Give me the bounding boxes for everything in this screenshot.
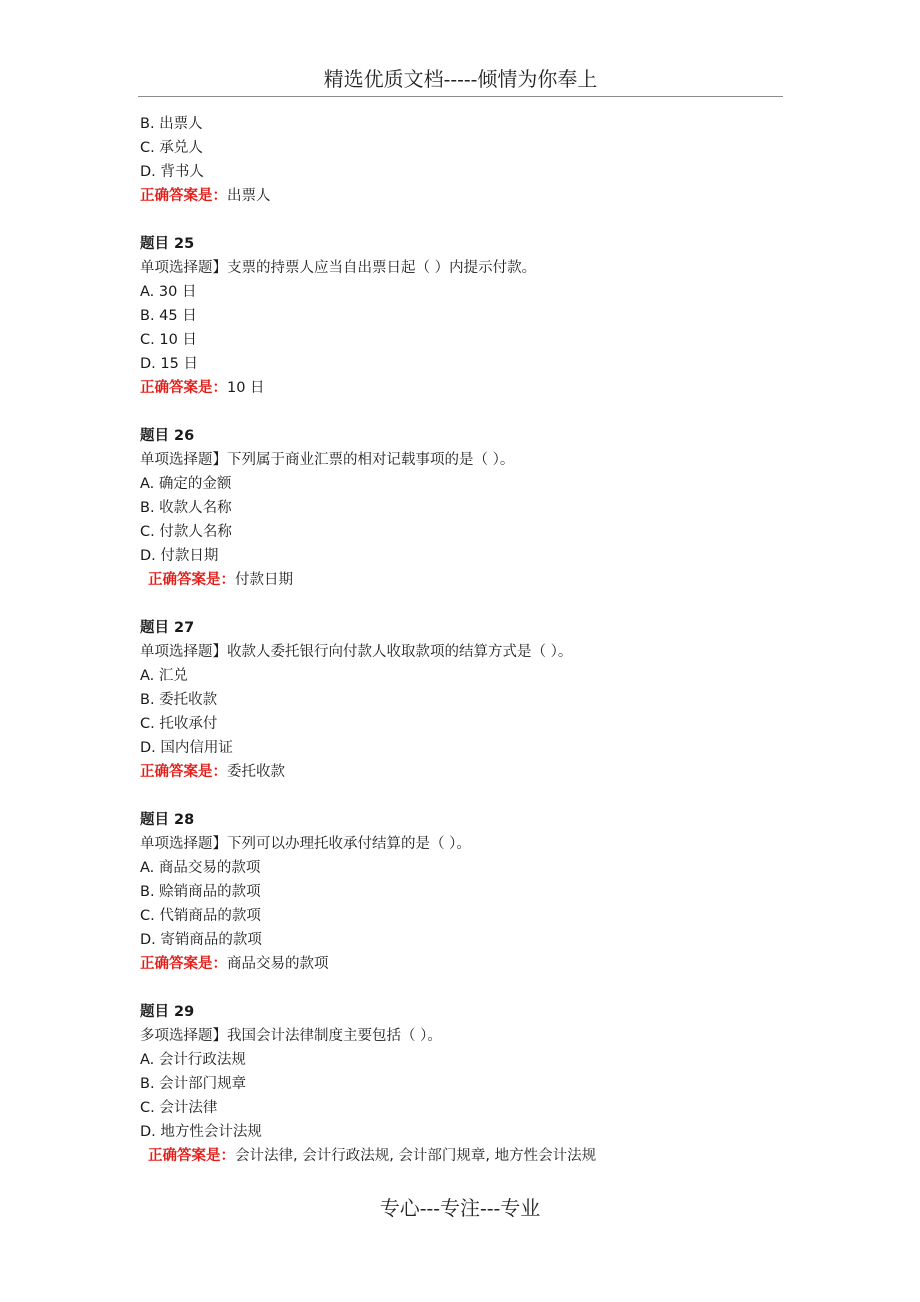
option-b: B. 赊销商品的款项: [140, 884, 261, 900]
answer-line: [140, 1144, 800, 1168]
answer-label: 正确答案是：: [140, 380, 227, 396]
question-title: 题目 25: [140, 236, 195, 252]
answer-line: [140, 952, 800, 976]
answer-line: [140, 376, 800, 400]
answer-label: 正确答案是：: [140, 956, 227, 972]
question-title: 题目 27: [140, 620, 195, 636]
question-stem: 单项选择题】支票的持票人应当自出票日起（ ）内提示付款。: [140, 260, 537, 276]
option-a: A. 会计行政法规: [140, 1052, 246, 1068]
question-block-29: [140, 1000, 800, 1168]
answer-value: 会计法律, 会计行政法规, 会计部门规章, 地方性会计法规: [235, 1148, 597, 1164]
answer-value: 委托收款: [227, 764, 285, 780]
question-block-24: [140, 112, 800, 208]
option-d: D. 15 日: [140, 356, 198, 372]
answer-label: 正确答案是：: [140, 188, 227, 204]
option-c: C. 代销商品的款项: [140, 908, 261, 924]
option-d: D. 背书人: [140, 164, 204, 180]
answer-line: [140, 184, 800, 208]
question-title: 题目 26: [140, 428, 195, 444]
answer-line: [140, 568, 800, 592]
question-stem: 单项选择题】下列可以办理托收承付结算的是（ ）。: [140, 836, 471, 852]
header-text: 精选优质文档-----倾情为你奉上: [323, 67, 598, 91]
answer-value: 10 日: [227, 380, 265, 396]
question-title: 题目 28: [140, 812, 195, 828]
option-a: A. 30 日: [140, 284, 197, 300]
option-d: D. 国内信用证: [140, 740, 233, 756]
option-a: A. 确定的金额: [140, 476, 232, 492]
answer-value: 出票人: [227, 188, 271, 204]
option-b: B. 委托收款: [140, 692, 218, 708]
question-stem: 多项选择题】我国会计法律制度主要包括（ ）。: [140, 1028, 442, 1044]
question-block-25: [140, 232, 800, 400]
question-stem: 单项选择题】收款人委托银行向付款人收取款项的结算方式是（ ）。: [140, 644, 573, 660]
answer-label: 正确答案是：: [148, 572, 235, 588]
option-b: B. 收款人名称: [140, 500, 232, 516]
question-block-27: [140, 616, 800, 784]
document-body: [140, 112, 800, 1168]
option-b: B. 会计部门规章: [140, 1076, 247, 1092]
question-stem: 单项选择题】下列属于商业汇票的相对记载事项的是（ ）。: [140, 452, 515, 468]
option-a: A. 商品交易的款项: [140, 860, 261, 876]
question-title: 题目 29: [140, 1004, 195, 1020]
option-d: D. 寄销商品的款项: [140, 932, 262, 948]
answer-label: 正确答案是：: [140, 764, 227, 780]
answer-value: 付款日期: [235, 572, 293, 588]
option-d: D. 付款日期: [140, 548, 219, 564]
option-d: D. 地方性会计法规: [140, 1124, 262, 1140]
option-c: C. 会计法律: [140, 1100, 218, 1116]
option-c: C. 托收承付: [140, 716, 218, 732]
option-a: A. 汇兑: [140, 668, 188, 684]
option-c: C. 10 日: [140, 332, 197, 348]
option-c: C. 承兑人: [140, 140, 203, 156]
option-b: B. 45 日: [140, 308, 197, 324]
answer-line: [140, 760, 800, 784]
option-b: B. 出票人: [140, 116, 203, 132]
question-block-28: [140, 808, 800, 976]
page-footer: 专心---专注---专业: [379, 1196, 541, 1220]
answer-value: 商品交易的款项: [227, 956, 329, 972]
page-header: [138, 62, 783, 97]
answer-label: 正确答案是：: [148, 1148, 235, 1164]
option-c: C. 付款人名称: [140, 524, 232, 540]
question-block-26: [140, 424, 800, 592]
